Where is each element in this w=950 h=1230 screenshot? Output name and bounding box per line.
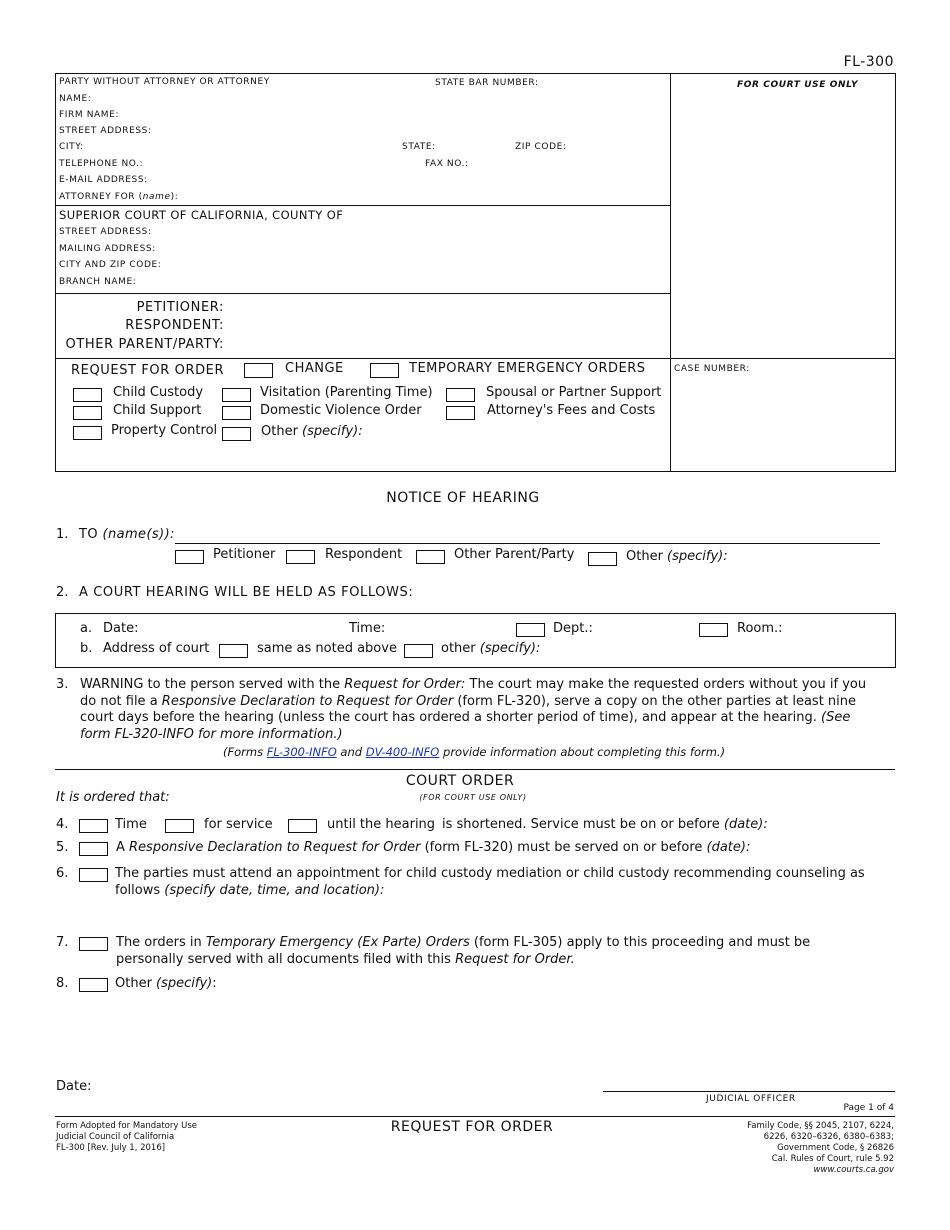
item4-number: 4. <box>56 817 69 832</box>
to-petitioner-checkbox[interactable] <box>175 550 204 564</box>
court-use-label: FOR COURT USE ONLY <box>737 80 859 90</box>
judicial-officer-label: JUDICIAL OFFICER <box>706 1094 796 1104</box>
visitation-checkbox[interactable] <box>222 388 251 402</box>
respondent-label: RESPONDENT: <box>125 318 224 333</box>
item4-shortened-label: is shortened. Service must be on or before (date): <box>442 817 768 832</box>
email-label: E-MAIL ADDRESS: <box>59 175 148 185</box>
order-divider <box>55 769 895 770</box>
to-other-label: Other (specify): <box>626 549 728 564</box>
attorney-for-label: ATTORNEY FOR (name): <box>59 192 179 202</box>
fax-label: FAX NO.: <box>425 159 469 169</box>
city-label: CITY: <box>59 142 84 152</box>
property-label: Property Control <box>111 423 218 438</box>
to-name-line[interactable] <box>175 543 880 544</box>
other-party-label: OTHER PARENT/PARTY: <box>65 337 224 352</box>
item5-text: A Responsive Declaration to Request for Order (form FL-320) must be served on or before (date): <box>116 840 751 855</box>
divider-parties <box>55 358 895 359</box>
divider-attorney <box>55 205 670 206</box>
page-number: Page 1 of 4 <box>843 1103 894 1113</box>
change-checkbox[interactable] <box>244 363 273 378</box>
warning-text: WARNING to the person served with the Request for Order: The court may make the requested orders without you if you do not file a Responsive Declaration to Request for Order (form FL-320), serve a copy on the other parties at least nine court days before the hearing (unless the court has ordered a shorter period of time), and appear at the hearing. (See form FL-320-INFO for more information.) <box>80 677 867 742</box>
child-support-label: Child Support <box>113 403 202 418</box>
item4-hearing-checkbox[interactable] <box>288 819 317 833</box>
judicial-signature-line[interactable] <box>603 1091 895 1092</box>
court-title: SUPERIOR COURT OF CALIFORNIA, COUNTY OF <box>59 208 344 222</box>
courts-website-link[interactable]: www.courts.ca.gov <box>813 1165 894 1175</box>
court-street-label: STREET ADDRESS: <box>59 227 152 237</box>
hearing-time-label: Time: <box>349 621 386 636</box>
name-label: NAME: <box>59 94 92 104</box>
other-address-label: other (specify): <box>441 641 541 656</box>
item8-checkbox[interactable] <box>79 978 108 992</box>
other-address-checkbox[interactable] <box>404 644 433 658</box>
dv400-info-link[interactable]: DV-400-INFO <box>365 745 440 759</box>
zip-label: ZIP CODE: <box>515 142 567 152</box>
footer-divider <box>55 1116 895 1117</box>
hearing-b-label: b. <box>80 641 93 656</box>
child-custody-label: Child Custody <box>113 385 204 400</box>
firm-label: FIRM NAME: <box>59 110 120 120</box>
order-title: COURT ORDER <box>405 773 515 789</box>
to-other-parent-label: Other Parent/Party <box>454 547 575 562</box>
request-title: REQUEST FOR ORDER <box>71 363 225 378</box>
item3-number: 3. <box>56 677 69 692</box>
temporary-checkbox[interactable] <box>370 363 399 378</box>
state-bar-label: STATE BAR NUMBER: <box>435 78 539 88</box>
item7-text: The orders in Temporary Emergency (Ex Parte) Orders (form FL-305) apply to this proceeding and must be personally served with all documents filed with this Request for Order. <box>116 935 811 967</box>
city-zip-label: CITY AND ZIP CODE: <box>59 260 162 270</box>
same-address-label: same as noted above <box>257 641 397 656</box>
change-label: CHANGE <box>285 361 344 376</box>
hearing-dept-label: Dept.: <box>553 621 593 636</box>
visitation-label: Visitation (Parenting Time) <box>260 385 433 400</box>
other-request-label: Other (specify): <box>261 424 363 439</box>
hearing-room-label: Room.: <box>737 621 783 636</box>
mailing-label: MAILING ADDRESS: <box>59 244 156 254</box>
item5-number: 5. <box>56 840 69 855</box>
ordered-text: It is ordered that: <box>56 790 170 805</box>
item6-number: 6. <box>56 866 69 881</box>
same-address-checkbox[interactable] <box>219 644 248 658</box>
info-forms-note: (Forms FL-300-INFO and DV-400-INFO provide information about completing this form.) <box>223 745 726 759</box>
dv-order-label: Domestic Violence Order <box>260 403 422 418</box>
divider-court <box>55 293 670 294</box>
order-date-label: Date: <box>56 1079 92 1094</box>
item6-checkbox[interactable] <box>79 868 108 882</box>
attorney-fees-label: Attorney's Fees and Costs <box>487 403 656 418</box>
temporary-label: TEMPORARY EMERGENCY ORDERS <box>409 361 646 376</box>
phone-label: TELEPHONE NO.: <box>59 159 144 169</box>
child-custody-checkbox[interactable] <box>73 388 102 402</box>
spousal-label: Spousal or Partner Support <box>486 385 662 400</box>
case-number-label: CASE NUMBER: <box>674 364 750 374</box>
item4-service-label: for service <box>204 817 273 832</box>
to-petitioner-label: Petitioner <box>213 547 276 562</box>
state-label: STATE: <box>402 142 436 152</box>
item8-text: Other (specify): <box>115 976 217 991</box>
footer-adopted: Form Adopted for Mandatory Use Judicial Council of California FL-300 [Rev. July 1, 2016] <box>56 1121 197 1153</box>
notice-title: NOTICE OF HEARING <box>386 490 540 506</box>
footer-citations: Family Code, §§ 2045, 2107, 6224, 6226, 6320–6326, 6380–6383; Government Code, § 26826 Cal. Rules of Court, rule 5.92 www.courts.ca.gov <box>747 1121 894 1175</box>
item2-label: A COURT HEARING WILL BE HELD AS FOLLOWS: <box>79 585 414 600</box>
branch-label: BRANCH NAME: <box>59 277 137 287</box>
item4-until-label: until the hearing <box>327 817 436 832</box>
item8-number: 8. <box>56 976 69 991</box>
item2-number: 2. <box>56 585 69 600</box>
party-label: PARTY WITHOUT ATTORNEY OR ATTORNEY <box>59 77 270 87</box>
footer-title: REQUEST FOR ORDER <box>390 1119 554 1135</box>
to-respondent-label: Respondent <box>325 547 403 562</box>
item6-text: The parties must attend an appointment for child custody mediation or child custody recommending counseling as follows (specify date, time, and location): <box>115 866 865 898</box>
to-other-parent-checkbox[interactable] <box>416 550 445 564</box>
petitioner-label: PETITIONER: <box>136 300 224 315</box>
dept-checkbox[interactable] <box>516 623 545 637</box>
to-respondent-checkbox[interactable] <box>286 550 315 564</box>
hearing-a-label: a. <box>80 621 93 636</box>
item7-checkbox[interactable] <box>79 937 108 951</box>
child-support-checkbox[interactable] <box>73 406 102 420</box>
street-label: STREET ADDRESS: <box>59 126 152 136</box>
item4-time-label: Time <box>115 817 147 832</box>
property-checkbox[interactable] <box>73 426 102 440</box>
other-request-checkbox[interactable] <box>222 427 251 441</box>
form-number: FL-300 <box>843 54 894 70</box>
order-subtitle: (FOR COURT USE ONLY) <box>419 793 527 802</box>
court-address-label: Address of court <box>103 641 210 656</box>
caption-divider <box>670 73 671 471</box>
item1-number: 1. <box>56 527 69 542</box>
item4-checkbox[interactable] <box>79 819 108 833</box>
attorney-fees-checkbox[interactable] <box>446 406 475 420</box>
item4-service-checkbox[interactable] <box>165 819 194 833</box>
item1-label: TO (name(s)): <box>79 527 175 542</box>
fl300-info-link[interactable]: FL-300-INFO <box>266 745 337 759</box>
item7-number: 7. <box>56 935 69 950</box>
to-other-checkbox[interactable] <box>588 552 617 566</box>
spousal-checkbox[interactable] <box>446 388 475 402</box>
dv-order-checkbox[interactable] <box>222 406 251 420</box>
hearing-date-label: Date: <box>103 621 139 636</box>
item5-checkbox[interactable] <box>79 842 108 856</box>
room-checkbox[interactable] <box>699 623 728 637</box>
